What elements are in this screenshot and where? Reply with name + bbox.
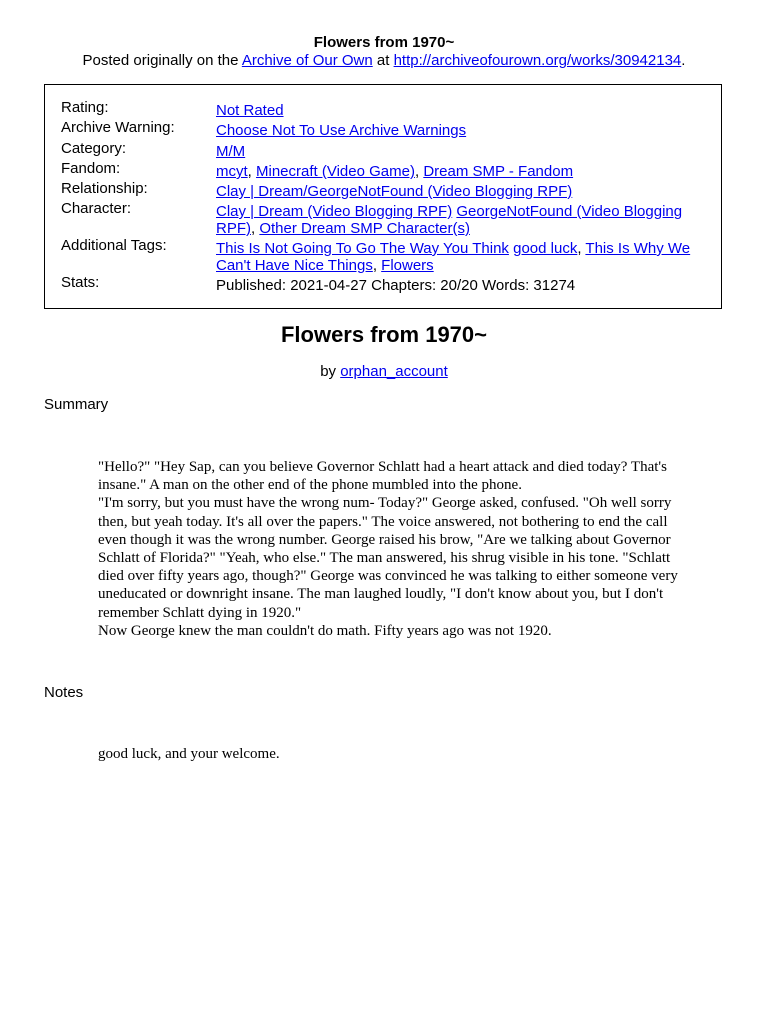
fandom-link[interactable]: Dream SMP - Fandom (423, 163, 574, 180)
summary-paragraph: "I'm sorry, but you must have the wrong num- Today?" George asked, confused. "Oh well sorry then, but yeah today. It's all over the papers." The voice answered, not bothering to end the call even though it was the wrong number. George raised his brow, "Are we talking about Governor Schlatt of Florida?" "Yeah, who else." The man answered, his shrug visible in his tone. "Schlatt died over fifty years ago, though?" George was convinced he was talking to either someone very uneducated or downright insane. The man laughed loudly, "I don't know about you, but I don't remember Schlatt dying in 1920." (98, 495, 678, 621)
rating-label: Rating: (61, 99, 109, 116)
stats-value: Published: 2021-04-27 Chapters: 20/20 Words: 31274 (216, 277, 576, 294)
warning-label: Archive Warning: (61, 119, 175, 136)
stats-label: Stats: (61, 274, 100, 291)
character-link[interactable]: Other Dream SMP Character(s) (259, 220, 470, 237)
document-title: Flowers from 1970~ (313, 34, 455, 51)
tag-link[interactable]: Flowers (381, 257, 434, 274)
tag-link[interactable]: good luck (513, 240, 578, 257)
character-label: Character: (61, 200, 132, 217)
period: . (681, 52, 686, 69)
tag-link[interactable]: This Is Why We Can't Have Nice Things (216, 240, 691, 274)
separator: , (414, 163, 420, 180)
tag-link[interactable]: This Is Not Going To Go The Way You Think (216, 240, 509, 257)
separator: , (251, 220, 256, 237)
character-link[interactable]: Clay | Dream (Video Blogging RPF) (216, 203, 453, 220)
at-text: at (376, 52, 390, 69)
work-url-link[interactable]: http://archiveofourown.org/works/30942134 (393, 52, 682, 69)
fandom-link[interactable]: mcyt (216, 163, 248, 180)
relationship-link[interactable]: Clay | Dream/GeorgeNotFound (Video Blogging RPF) (216, 183, 573, 200)
category-link[interactable]: M/M (216, 143, 246, 160)
notes-text (98, 745, 678, 763)
fandom-label: Fandom: (61, 160, 121, 177)
posted-prefix: Posted originally on the (82, 52, 239, 69)
posted-originally-line (0, 52, 768, 69)
work-metadata-box (44, 84, 722, 309)
notes-heading: Notes (44, 684, 84, 701)
by-text: by (320, 363, 337, 380)
rating-link[interactable]: Not Rated (216, 102, 284, 119)
archive-link[interactable]: Archive of Our Own (241, 52, 373, 69)
separator: , (372, 257, 377, 274)
summary-paragraph: "Hello?" "Hey Sap, can you believe Governor Schlatt had a heart attack and died today? That's insane." A man on the other end of the phone mumbled into the phone. (98, 459, 667, 494)
separator: , (577, 240, 582, 257)
summary-text (98, 458, 678, 640)
fandom-link[interactable]: Minecraft (Video Game) (256, 163, 415, 180)
work-title: Flowers from 1970~ (280, 322, 488, 347)
separator: , (247, 163, 252, 180)
relationship-label: Relationship: (61, 180, 148, 197)
author-link[interactable]: orphan_account (340, 363, 448, 380)
summary-heading: Summary (44, 396, 109, 413)
summary-paragraph: Now George knew the man couldn't do math. Fifty years ago was not 1920. (98, 622, 552, 639)
warning-link[interactable]: Choose Not To Use Archive Warnings (216, 122, 467, 139)
category-label: Category: (61, 140, 127, 157)
byline (0, 363, 768, 380)
character-link[interactable]: GeorgeNotFound (Video Blogging RPF) (216, 203, 683, 237)
notes-paragraph: good luck, and your welcome. (98, 746, 280, 762)
additional-tags-label: Additional Tags: (61, 237, 167, 254)
